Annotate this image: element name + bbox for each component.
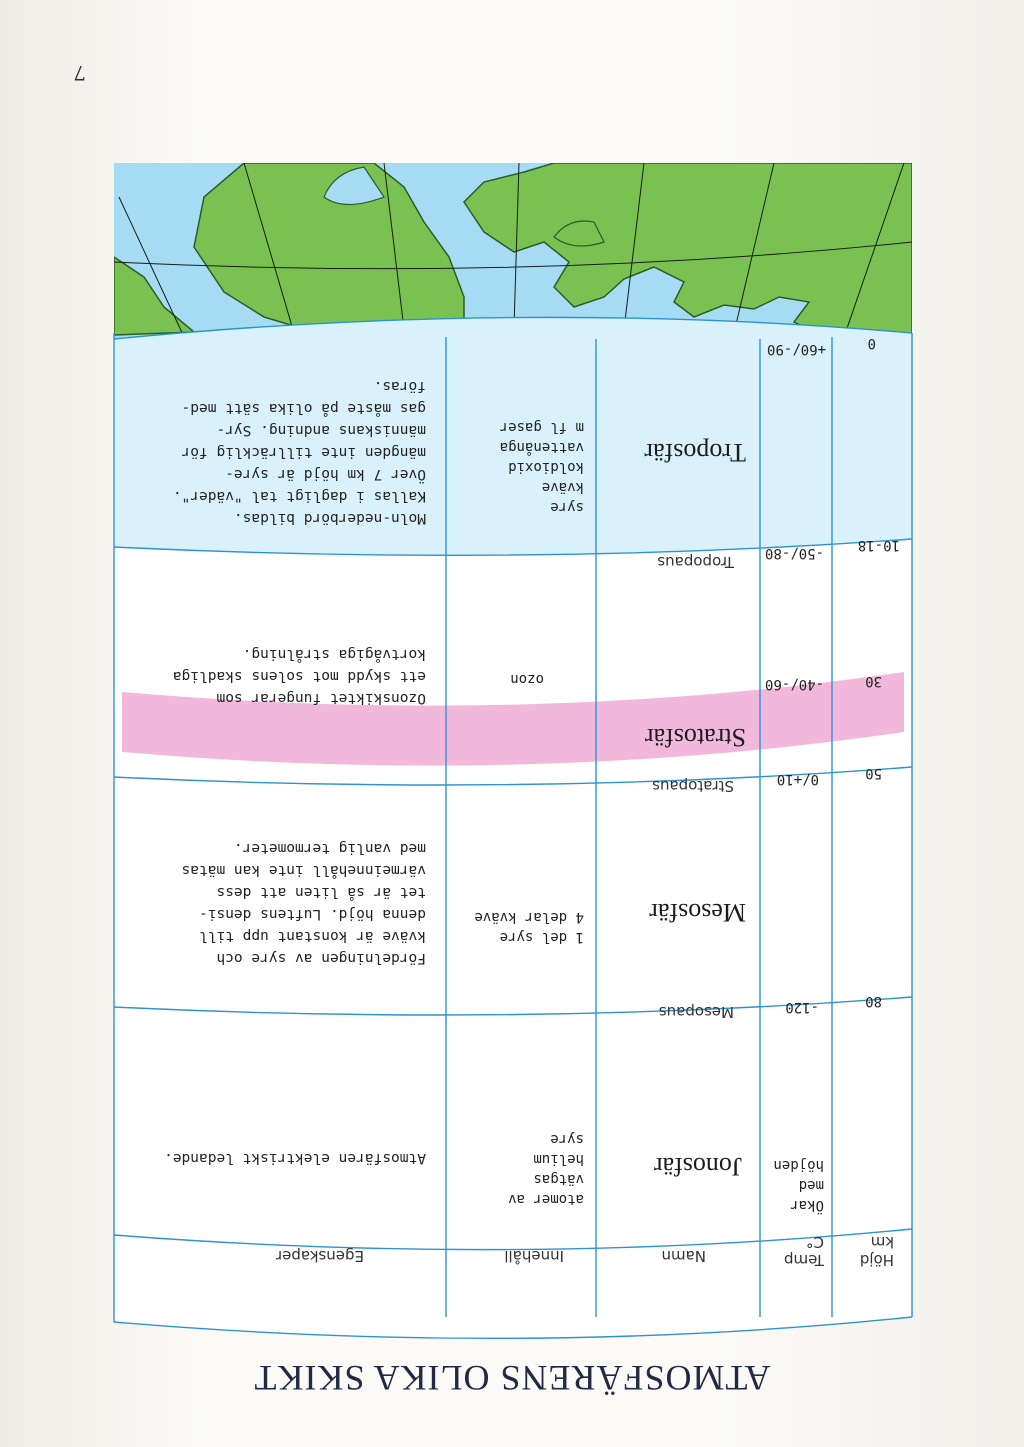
troposfar-height: 0 xyxy=(867,335,876,351)
mesosfar-name: Mesosfär xyxy=(649,898,746,927)
stratosfar-content: ozon xyxy=(510,671,544,687)
troposfar-content: syre kväve koldioxid vattenånga m fl gaser xyxy=(499,419,584,515)
ozone-height: 30 xyxy=(865,673,882,689)
tropopaus-label: Tropopaus xyxy=(657,553,734,571)
jonosfar-properties: Atmosfären elektriskt ledande. xyxy=(164,1150,426,1166)
jonosfar-temp: Ökar med höjden xyxy=(773,1157,824,1213)
stratosfar-properties: Ozonskiktet fungerar som ett skydd mot solens skadliga kortvågiga strålning. xyxy=(172,646,426,706)
stratopaus-temp: 0/+10 xyxy=(776,771,819,787)
header-content: Innehåll xyxy=(504,1247,564,1265)
header-properties: Egenskaper xyxy=(275,1247,364,1265)
header-temp: Temp C° xyxy=(784,1233,824,1269)
page-number: 7 xyxy=(73,61,86,85)
troposfar-name: Troposfär xyxy=(644,438,746,467)
header-name: Namn xyxy=(661,1247,706,1265)
mesosfar-content: 1 del syre 4 delar kväve xyxy=(474,909,584,945)
stratopaus-height: 50 xyxy=(865,765,882,781)
troposfar-properties: Moln-nederbörd bildas. Kallas i dagligt tal "väder". Över 7 km höjd är syre- mängden inte tillräcklig för människans andning. Syr- gas måste på olika sätt med- föras. xyxy=(172,378,426,526)
jonosfar-content: atomer av vätgas helium syre xyxy=(508,1131,584,1207)
header-height: Höjd km xyxy=(859,1233,894,1269)
mesopaus-height: 80 xyxy=(865,993,882,1009)
mesopaus-temp: -120 xyxy=(785,999,819,1015)
mesopaus-label: Mesopaus xyxy=(658,1003,734,1021)
jonosfar-name: Jonosfär xyxy=(653,1152,742,1181)
ozone-temp: -40/-60 xyxy=(764,676,824,692)
stratosfar-name: Stratosfär xyxy=(644,723,746,752)
mesosfar-properties: Fördelningen av syre och kväve är konstant upp till denna höjd. Luftens densi- tet är så liten att dess värmeinnehåll inte kan mätas med vanlig termometer. xyxy=(181,840,426,966)
stratopaus-label: Stratopaus xyxy=(652,777,734,795)
troposfar-temp: +60/-90 xyxy=(766,341,826,357)
tropopaus-temp: -50/-80 xyxy=(764,545,824,561)
page-title: ATMOSFÄRENS OLIKA SKIKT xyxy=(253,1358,771,1398)
tropopaus-height: 10-18 xyxy=(857,537,900,553)
